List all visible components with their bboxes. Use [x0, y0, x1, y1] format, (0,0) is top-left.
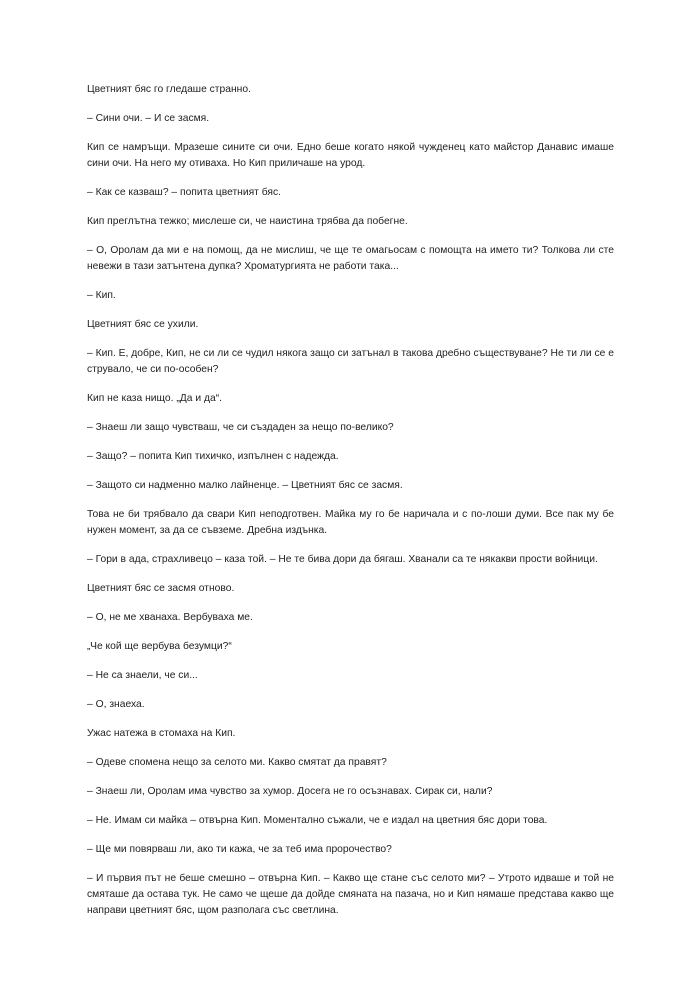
paragraph: – О, Оролам да ми е на помощ, да не мислиш, че ще те омагьосам с помощта на името ти? Толкова ли сте невежи в тази затънтена дупка? Хроматургията не работи така...: [87, 245, 614, 272]
paragraph: Цветният бяс се засмя отново.: [87, 583, 235, 594]
paragraph: – Кип.: [87, 290, 116, 301]
paragraph: – Гори в ада, страхливецо – каза той. – Не те бива дори да бягаш. Хванали са те някакви прости войници.: [87, 554, 598, 565]
paragraph: – Не са знаели, че си...: [87, 670, 198, 681]
paragraph: Ужас натежа в стомаха на Кип.: [87, 728, 236, 739]
document-body: [87, 82, 614, 932]
paragraph: – О, знаеха.: [87, 699, 145, 710]
paragraph: Това не би трябвало да свари Кип неподготвен. Майка му го бе наричала и с по-лоши думи. Все пак му бе нужен момент, за да се съвземе. Дребна издънка.: [87, 509, 614, 536]
paragraph: Кип не каза нищо. „Да и да“.: [87, 393, 222, 404]
paragraph: – И първия път не беше смешно – отвърна Кип. – Какво ще стане със селото ми? – Утрото идваше и той не смяташе да остава тук. Не само че щеше да дойде смяната на пазача, но и Кип нямаше представа какво ще направи цветният бяс, щом разполага със светлина.: [87, 873, 614, 916]
paragraph: Цветният бяс го гледаше странно.: [87, 84, 251, 95]
paragraph: – Защо? – попита Кип тихичко, изпълнен с надежда.: [87, 451, 339, 462]
paragraph: – Одеве спомена нещо за селото ми. Какво смятат да правят?: [87, 757, 387, 768]
paragraph: „Че кой ще вербува безумци?“: [87, 641, 232, 652]
paragraph: – Защото си надменно малко лайненце. – Цветният бяс се засмя.: [87, 480, 403, 491]
paragraph: – Кип. Е, добре, Кип, не си ли се чудил някога защо си затънал в такова дребно съществуване? Не ти ли се е струвало, че си по-особен?: [87, 348, 614, 375]
paragraph: Кип преглътна тежко; мислеше си, че наистина трябва да побегне.: [87, 216, 408, 227]
paragraph: – Не. Имам си майка – отвърна Кип. Моментално съжали, че е издал на цветния бяс дори това.: [87, 815, 548, 826]
paragraph: – Знаеш ли, Оролам има чувство за хумор. Досега не го осъзнавах. Сирак си, нали?: [87, 786, 493, 797]
paragraph: – Сини очи. – И се засмя.: [87, 113, 210, 124]
paragraph: – Ще ми повярваш ли, ако ти кажа, че за теб има пророчество?: [87, 844, 392, 855]
paragraph: – О, не ме хванаха. Вербуваха ме.: [87, 612, 253, 623]
paragraph: – Знаеш ли защо чувстваш, че си създаден за нещо по-велико?: [87, 422, 394, 433]
paragraph: Цветният бяс се ухили.: [87, 319, 199, 330]
paragraph: Кип се намръщи. Мразеше сините си очи. Едно беше когато някой чужденец като майстор Данавис имаше сини очи. На него му отиваха. Но Кип приличаше на урод.: [87, 142, 614, 169]
paragraph: – Как се казваш? – попита цветният бяс.: [87, 187, 282, 198]
